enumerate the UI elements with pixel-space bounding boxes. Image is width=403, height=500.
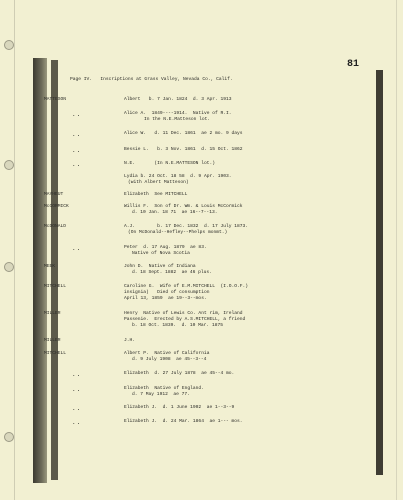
inscription-text: Willis F. Son of Dr. Wm. & Louis McCormick (124, 204, 243, 209)
surname-label: McDONALD (44, 224, 67, 229)
surname-label: .. (72, 419, 82, 426)
surname-label: MATTESON (44, 97, 67, 102)
surname-label: .. (72, 245, 82, 252)
inscription-text: (On McDonald--Hefley--Phelps monmt.) (128, 230, 228, 235)
surname-label: .. (72, 371, 82, 378)
inscription-text: A.J. b. 17 Dec. 1832 d. 17 July 1873. (124, 224, 249, 229)
inscription-text: Albert b. 7 Jan. 1824 d. 3 Apr. 1913 (124, 97, 232, 102)
surname-label: .. (72, 386, 82, 393)
binding-strip (51, 60, 58, 480)
surname-label: MEEK (44, 264, 56, 269)
inscription-text: b. 18 Oct. 1839. d. 10 Mar. 1875 (132, 323, 223, 328)
surname-label: McCORMICK (44, 204, 69, 209)
inscription-text: Elizabeth J. d. 1 June 1902 ae 1--3--9 (124, 405, 235, 410)
inscription-text: Elizabeth Native of England. (124, 386, 204, 391)
inscription-text: Alice A. 1849----1914. Native of R.I. (124, 111, 232, 116)
inscription-text: J.H. (124, 338, 136, 343)
surname-label: .. (72, 131, 82, 138)
inscription-text: Native of Nova Scotia (132, 251, 190, 256)
inscription-text: Alice W. d. 11 Dec. 1861 ae 2 mo. 9 days (124, 131, 243, 136)
inscription-text: Elizabeth See MITCHELL (124, 192, 188, 197)
inscription-text: John D. Native of Indiana (124, 264, 196, 269)
surname-label: .. (72, 161, 82, 168)
binder-hole (4, 262, 14, 272)
page-number: 81 (346, 59, 359, 70)
inscription-text: d. 18 Sept. 1882 ae 46 plus. (132, 270, 212, 275)
inscription-text: Elizabeth J. d. 24 Mar. 1864 ae 1--- mos. (124, 419, 243, 424)
surname-label: .. (72, 111, 82, 118)
inscription-text: Albert P. Native of California (124, 351, 210, 356)
inscription-text: Henry Native of Lewis Co. Ant rim, Ireland (124, 311, 243, 316)
surname-label: MILLER (44, 338, 61, 343)
inscription-text: Lydia b. 24 Oct. 18 58 d. 9 Apr. 1903. (124, 174, 232, 179)
inscription-text: April 13, 1859 ae 19--3--mos. (124, 296, 207, 301)
binder-hole (4, 160, 14, 170)
inscription-text: d. 10 Jan. 18 71 ae 16--7--13. (132, 210, 218, 215)
surname-label: MITCHELL (44, 284, 67, 289)
binder-hole (4, 40, 14, 50)
binding-shadow (33, 58, 47, 483)
sleeve-edge (14, 0, 15, 500)
surname-label: .. (72, 147, 82, 154)
inscription-text: Elizabeth d. 27 July 1878 ae 45--4 mo. (124, 371, 235, 376)
document-header: Page IV. Inscriptions at Grass Valley, Nevada Co., Calif. (70, 77, 233, 82)
inscription-text: d. 7 May 1912 ae 77. (132, 392, 190, 397)
inscription-text: (with Albert Matteson) (128, 180, 189, 185)
inscription-text: Caroline G. Wife of E.M.MITCHELL (I.O.O.F.) (124, 284, 249, 289)
inscription-text: Peter d. 17 Aug. 1879 ae 83. (124, 245, 207, 250)
inscription-text: d. 9 July 1908 ae 45--3--4 (132, 357, 207, 362)
inscription-text: In the N.E.Matteson lot. (144, 117, 211, 122)
right-binding-strip (376, 70, 383, 475)
inscription-text: insignia) Died of consumption (124, 290, 210, 295)
binder-hole (4, 432, 14, 442)
right-edge (396, 0, 397, 500)
surname-label: MITCHELL (44, 351, 67, 356)
inscription-text: Passenie. Erected by A.S.MITCHELL, a friend (124, 317, 246, 322)
surname-label: MAYHEUT (44, 192, 64, 197)
surname-label: .. (72, 405, 82, 412)
surname-label: MILLER (44, 311, 61, 316)
document-sheet (44, 55, 363, 485)
inscription-text: N.E. (In N.E.MATTESON lot.) (124, 161, 215, 166)
inscription-text: Bessie L. b. 3 Nov. 1861 d. 15 Oct. 1862 (124, 147, 243, 152)
